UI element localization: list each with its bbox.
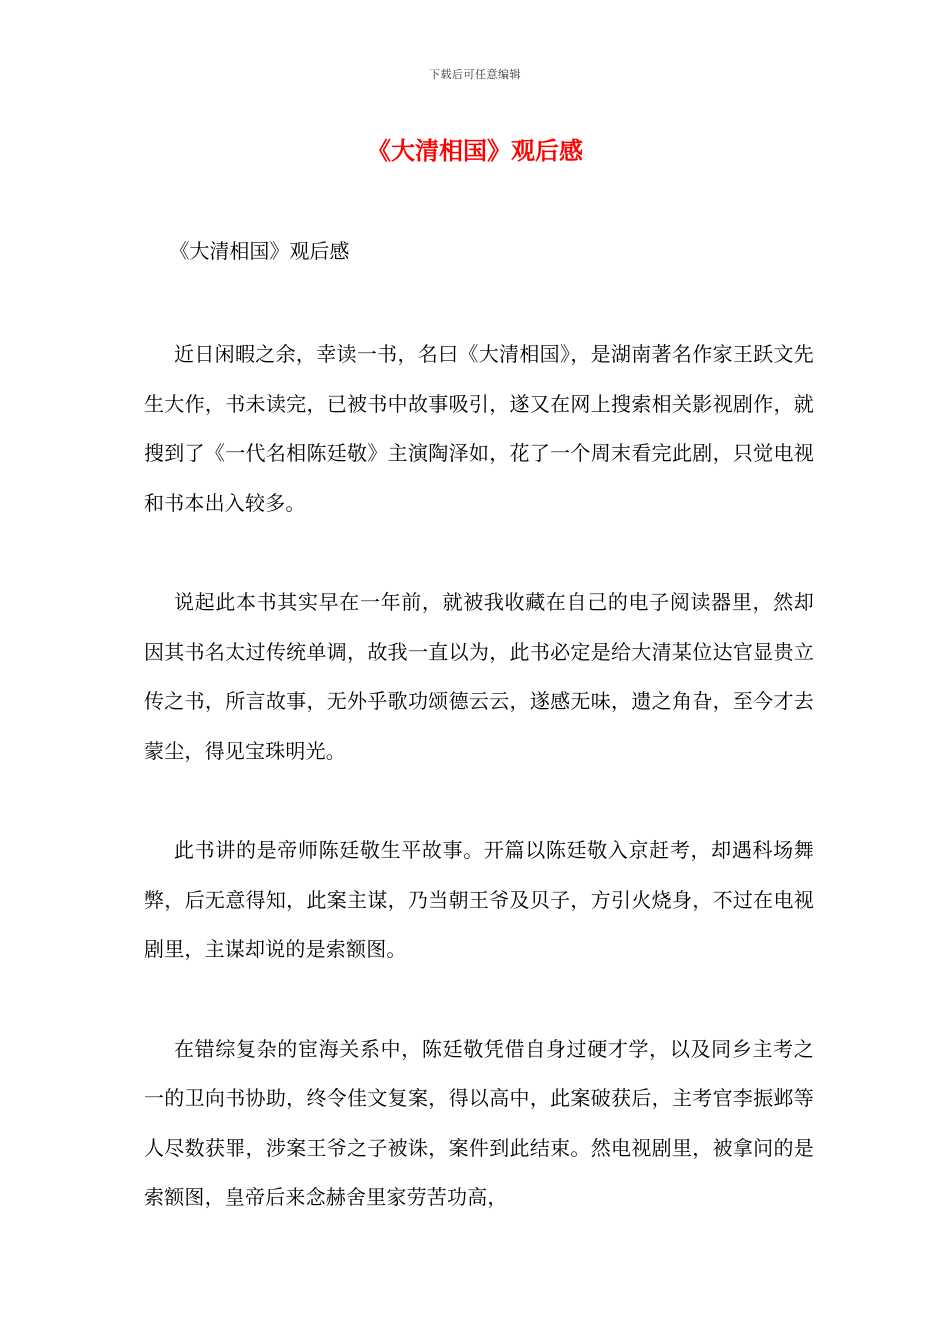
paragraph: 近日闲暇之余，幸读一书，名曰《大清相国》，是湖南著名作家王跃文先生大作，书未读完，已被书中故事吸引，遂又在网上搜索相关影视剧作，就搜到了《一代名相陈廷敬》主演陶泽如，花了一个周末看完此剧，只觉电视和书本出入较多。	[144, 342, 814, 515]
paragraph: 在错综复杂的宦海关系中，陈廷敬凭借自身过硬才学，以及同乡主考之一的卫向书协助，终令佳文复案，得以高中，此案破获后，主考官李振邺等人尽数获罪，涉案王爷之子被诛，案件到此结束。然电视剧里，被拿问的是索额图，皇帝后来念赫舍里家劳苦功高，	[144, 1036, 814, 1209]
paragraph: 说起此本书其实早在一年前，就被我收藏在自己的电子阅读器里，然却因其书名太过传统单调，故我一直以为，此书必定是给大清某位达官显贵立传之书，所言故事，无外乎歌功颂德云云，遂感无味，遗之角旮，至今才去蒙尘，得见宝珠明光。	[144, 590, 814, 763]
document-title: 《大清相国》观后感	[367, 137, 583, 165]
paragraph: 此书讲的是帝师陈廷敬生平故事。开篇以陈廷敬入京赶考，却遇科场舞弊，后无意得知，此案主谋，乃当朝王爷及贝子，方引火烧身，不过在电视剧里，主谋却说的是索额图。	[144, 838, 814, 961]
document-subtitle: 《大清相国》观后感	[169, 239, 350, 263]
header-note: 下载后可任意编辑	[429, 68, 521, 81]
document-body	[144, 232, 814, 1223]
